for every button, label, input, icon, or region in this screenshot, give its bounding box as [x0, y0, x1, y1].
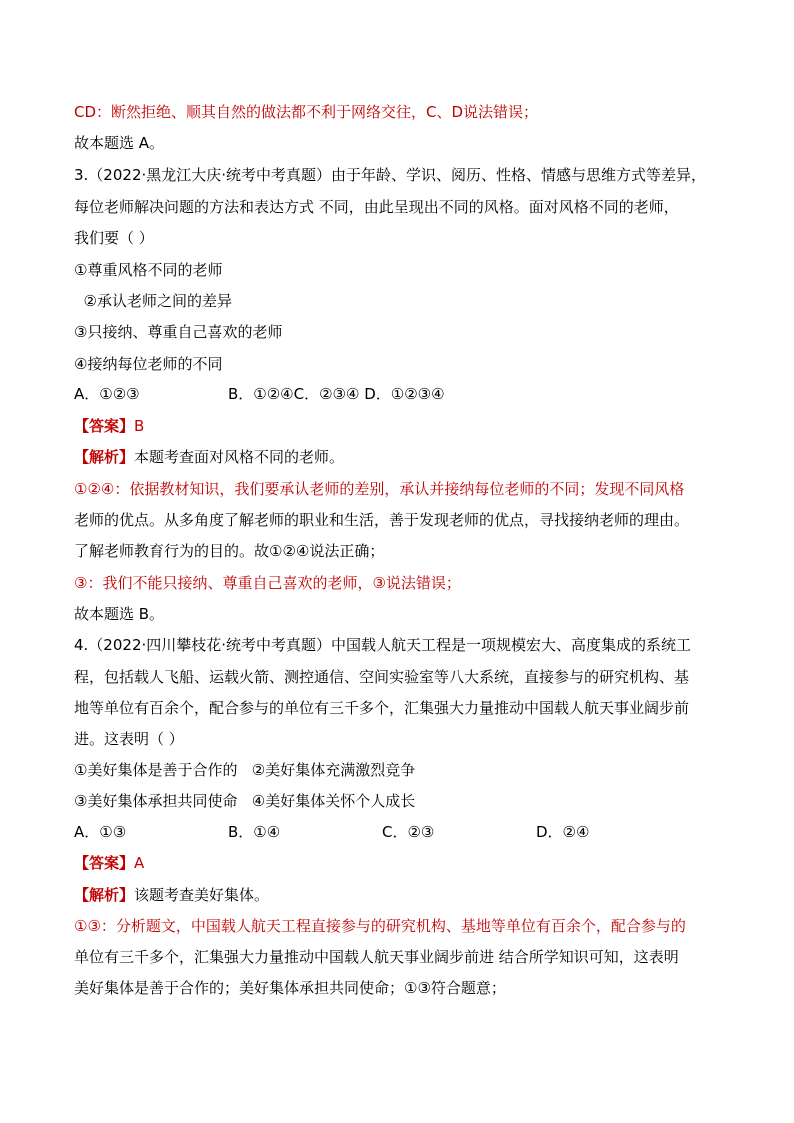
q3-item-1: ①尊重风格不同的老师 [74, 261, 223, 279]
q3-stem-line-3: 我们要（ ） [74, 229, 154, 247]
q3-explain-line-1: ①②④：依据教材知识，我们要承认老师的差别，承认并接纳每位老师的不同；发现不同风格 [74, 480, 685, 498]
analysis-text: 该题考查美好集体。 [134, 886, 270, 904]
prev-conclusion: 故本题选 A。 [74, 134, 165, 152]
q4-explain-line-1: ①③：分析题文，中国载人航天工程直接参与的研究机构、基地等单位有百余个，配合参与的 [74, 917, 686, 935]
prev-explain-line: CD：断然拒绝、顺其自然的做法都不利于网络交往，C、D说法错误； [74, 103, 539, 121]
q3-explain-line-3: 了解老师教育行为的目的。故①②④说法正确； [74, 542, 385, 560]
q3-option-a: A．①②③ [74, 385, 140, 403]
analysis-tag: 【解析】 [74, 886, 135, 904]
analysis-text: 本题考查面对风格不同的老师。 [134, 448, 345, 466]
q3-explain-line-2: 老师的优点。从多角度了解老师的职业和生活，善于发现老师的优点，寻找接纳老师的理由。 [74, 511, 690, 529]
q3-option-bcd: B．①②④C．②③④ D．①②③④ [228, 385, 445, 403]
q3-explain-line-4: ③：我们不能只接纳、尊重自己喜欢的老师，③说法错误； [74, 574, 461, 592]
q4-items-line-1: ①美好集体是善于合作的 ②美好集体充满激烈竞争 [74, 761, 416, 779]
q4-option-c: C．②③ [382, 823, 435, 841]
q4-stem-line-2: 程，包括载人飞船、运载火箭、测控通信、空间实验室等八大系统，直接参与的研究机构、基 [74, 668, 690, 686]
q4-stem-line-1: 4.（2022·四川攀枝花·统考中考真题）中国载人航天工程是一项规模宏大、高度集成的系统工 [74, 636, 692, 654]
q4-explain-line-2: 单位有三千多个，汇集强大力量推动中国载人航天事业阔步前进 结合所学知识可知，这表明 [74, 948, 679, 966]
q4-option-d: D．②④ [536, 823, 590, 841]
q4-stem-line-3: 地等单位有百余个，配合参与的单位有三千多个，汇集强大力量推动中国载人航天事业阔步前 [74, 699, 690, 717]
q3-stem-line-2: 每位老师解决问题的方法和表达方式 不同，由此呈现出不同的风格。面对风格不同的老师， [74, 198, 679, 216]
q4-stem-line-4: 进。这表明（ ） [74, 730, 184, 748]
q3-conclusion: 故本题选 B。 [74, 605, 165, 623]
q4-explain-line-3: 美好集体是善于合作的；美好集体承担共同使命；①③符合题意； [74, 979, 506, 997]
analysis-tag: 【解析】 [74, 448, 135, 466]
answer-tag: 【答案】 [74, 417, 135, 435]
q4-items-line-2: ③美好集体承担共同使命 ④美好集体关怀个人成长 [74, 792, 416, 810]
q4-answer-line [74, 853, 144, 873]
answer-value: B [134, 417, 145, 435]
q3-answer-line [74, 416, 144, 436]
q3-item-4: ④接纳每位老师的不同 [74, 355, 223, 373]
q3-item-3: ③只接纳、尊重自己喜欢的老师 [74, 323, 283, 341]
q3-stem-line-1: 3.（2022·黑龙江大庆·统考中考真题）由于年龄、学识、阅历、性格、情感与思维方式等差异， [74, 166, 707, 184]
q3-analysis-line [74, 447, 344, 467]
q3-item-2: ②承认老师之间的差异 [74, 292, 232, 310]
answer-value: A [134, 854, 145, 872]
q4-option-a: A．①③ [74, 823, 127, 841]
q4-analysis-line [74, 885, 269, 905]
q4-option-b: B．①④ [228, 823, 281, 841]
answer-tag: 【答案】 [74, 854, 135, 872]
